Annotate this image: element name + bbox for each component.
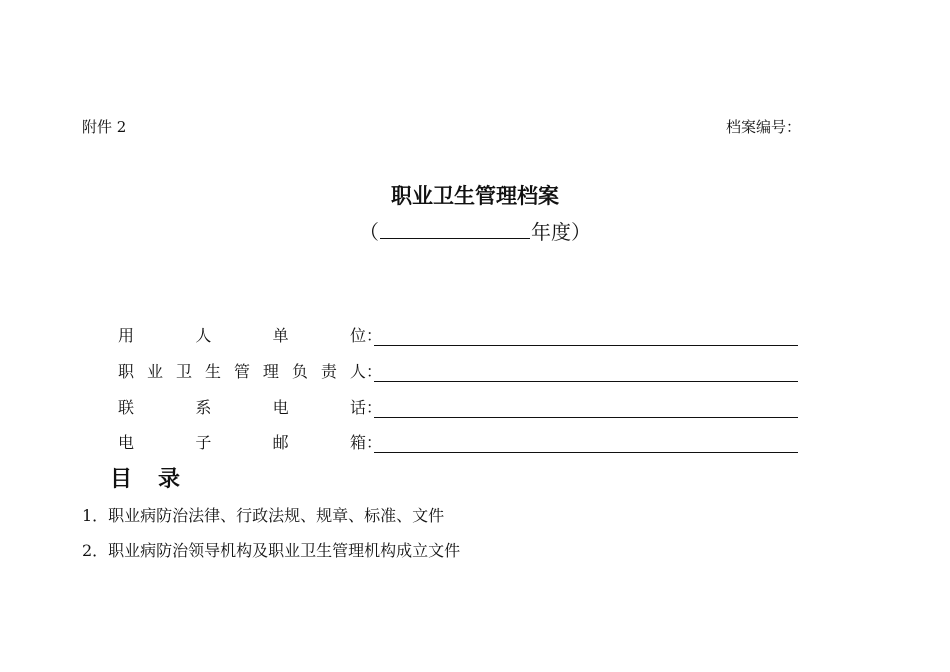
phone-field: 联 系 电 话 ： (118, 396, 798, 418)
employer-label: 用 人 单 位 (118, 326, 366, 345)
phone-label: 联 系 电 话 (118, 398, 366, 417)
year-suffix: 年度） (531, 220, 591, 244)
year-open-paren: （ (359, 220, 379, 244)
manager-field: 职 业 卫 生 管 理 负 责 人 ： (118, 360, 798, 382)
email-label: 电 子 邮 箱 (118, 433, 366, 452)
email-blank-line[interactable] (374, 434, 798, 453)
toc-item: 1．职业病防治法律、行政法规、规章、标准、文件 (82, 506, 445, 525)
year-line (0, 216, 950, 245)
employer-blank-line[interactable] (374, 327, 798, 346)
phone-blank-line[interactable] (374, 399, 798, 418)
toc-title: 目录 (110, 467, 207, 492)
year-blank[interactable] (380, 220, 530, 239)
document-title: 职业卫生管理档案 (391, 184, 559, 208)
file-number-label: 档案编号： (726, 118, 802, 136)
manager-blank-line[interactable] (374, 363, 798, 382)
manager-label: 职 业 卫 生 管 理 负 责 人 (118, 362, 366, 381)
toc-item: 2．职业病防治领导机构及职业卫生管理机构成立文件 (82, 541, 461, 560)
attachment-label: 附件 2 (82, 118, 127, 136)
employer-field: 用 人 单 位 ： (118, 324, 798, 346)
email-field: 电 子 邮 箱 ： (118, 431, 798, 453)
